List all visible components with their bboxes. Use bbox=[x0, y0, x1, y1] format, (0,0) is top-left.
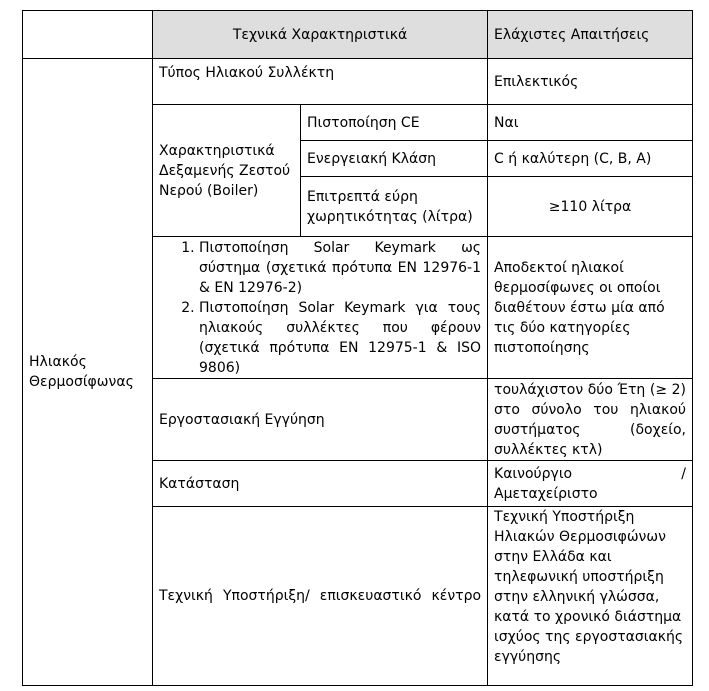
header-technical: Τεχνικά Χαρακτηριστικά bbox=[153, 11, 488, 59]
energy-class-value: C ή καλύτερη (C, B, A) bbox=[488, 141, 693, 177]
header-requirements: Ελάχιστες Απαιτήσεις bbox=[488, 11, 693, 59]
energy-class-label: Ενεργειακή Κλάση bbox=[301, 141, 488, 177]
certification-list bbox=[159, 238, 481, 378]
ce-value: Ναι bbox=[488, 105, 693, 141]
certification-value: Αποδεκτοί ηλιακοί θερμοσίφωνες οι οποίοι διαθέτουν έστω μία από τις δύο κατηγορίες πιστοποίησης bbox=[488, 237, 693, 379]
capacity-label: Επιτρεπτά εύρη χωρητικότητας (λίτρα) bbox=[301, 177, 488, 237]
collector-type-value: Επιλεκτικός bbox=[488, 59, 693, 105]
support-label: Τεχνική Υποστήριξη/ επισκευαστικό κέντρο bbox=[153, 507, 488, 686]
warranty-value: τουλάχιστον δύο Έτη (≥ 2) στο σύνολο του ηλιακού συστήματος (δοχείο, συλλέκτες κτλ) bbox=[488, 379, 693, 461]
category-cell: Ηλιακός Θερμοσίφωνας bbox=[23, 59, 153, 686]
condition-label: Κατάσταση bbox=[153, 461, 488, 507]
certification-cell bbox=[153, 237, 488, 379]
ce-label: Πιστοποίηση CE bbox=[301, 105, 488, 141]
condition-value-b: Αμεταχείριστο bbox=[494, 485, 598, 502]
header-empty-cell bbox=[23, 11, 153, 59]
boiler-label: Χαρακτηριστικά Δεξαμενής Ζεστού Νερού (Boiler) bbox=[153, 105, 301, 237]
condition-value-a: Καινούργιο bbox=[494, 465, 573, 482]
condition-value bbox=[488, 461, 693, 507]
condition-separator: / bbox=[681, 465, 687, 482]
certification-item-1: 1. Πιστοποίηση Solar Keymark ως σύστημα (σχετικά πρότυπα EN 12976-1 & EN 12976-2) bbox=[199, 238, 481, 298]
collector-type-label: Τύπος Ηλιακού Συλλέκτη bbox=[153, 59, 488, 105]
certification-item-2: 2. Πιστοποίηση Solar Keymark για τους ηλιακούς συλλέκτες που φέρουν (σχετικά πρότυπα EN 12975-1 & ISO 9806) bbox=[199, 298, 481, 378]
warranty-label: Εργοστασιακή Εγγύηση bbox=[153, 379, 488, 461]
condition-line bbox=[494, 464, 686, 484]
header-row bbox=[23, 11, 693, 59]
requirements-table bbox=[22, 10, 693, 686]
capacity-value: ≥110 λίτρα bbox=[488, 177, 693, 237]
support-value: Τεχνική Υποστήριξη Ηλιακών Θερμοσιφώνων στην Ελλάδα και τηλεφωνική υποστήριξη στην ελληνική γλώσσα, κατά το χρονικό διάστημα ισχύος της εργοστασιακής εγγύησης bbox=[488, 507, 693, 686]
row-collector-type bbox=[23, 59, 693, 105]
